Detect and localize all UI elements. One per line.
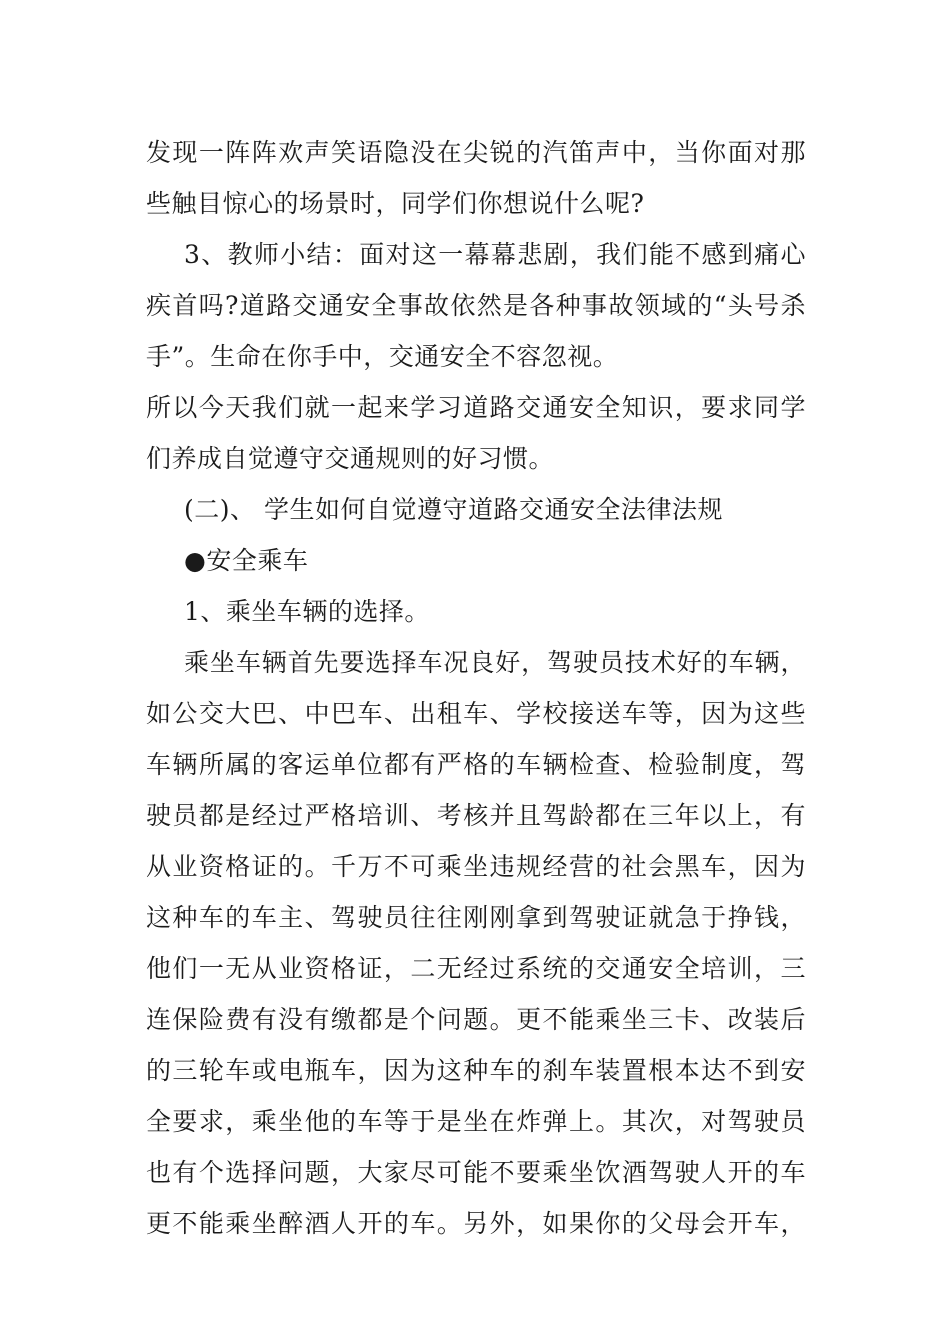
bullet-heading: ●安全乘车	[184, 546, 309, 575]
paragraph-line: 的三轮车或电瓶车，因为这种车的刹车装置根本达不到安	[146, 1056, 806, 1085]
paragraph-line: 乘坐车辆首先要选择车况良好，驾驶员技术好的车辆，	[184, 648, 806, 677]
section-heading: (二)、 学生如何自觉遵守道路交通安全法律法规	[184, 495, 723, 524]
paragraph-line: 更不能乘坐醉酒人开的车。另外，如果你的父母会开车，	[146, 1209, 806, 1238]
paragraph-line: 疾首吗?道路交通安全事故依然是各种事故领域的“头号杀	[146, 291, 806, 320]
paragraph-line: 他们一无从业资格证，二无经过系统的交通安全培训，三	[146, 954, 806, 983]
paragraph-line: 发现一阵阵欢声笑语隐没在尖锐的汽笛声中，当你面对那	[146, 138, 806, 167]
paragraph-line: 如公交大巴、中巴车、出租车、学校接送车等，因为这些	[146, 699, 806, 728]
paragraph-line: 手”。生命在你手中，交通安全不容忽视。	[146, 342, 619, 371]
paragraph-line: 3、教师小结：面对这一幕幕悲剧，我们能不感到痛心	[184, 240, 806, 269]
paragraph-line: 所以今天我们就一起来学习道路交通安全知识，要求同学	[146, 393, 806, 422]
paragraph-line: 车辆所属的客运单位都有严格的车辆检查、检验制度，驾	[146, 750, 806, 779]
sub-heading: 1、乘坐车辆的选择。	[184, 597, 430, 626]
paragraph-line: 从业资格证的。千万不可乘坐违规经营的社会黑车，因为	[146, 852, 806, 881]
paragraph-line: 连保险费有没有缴都是个问题。更不能乘坐三卡、改装后	[146, 1005, 806, 1034]
paragraph-line: 全要求，乘坐他的车等于是坐在炸弹上。其次，对驾驶员	[146, 1107, 806, 1136]
paragraph-line: 这种车的车主、驾驶员往往刚刚拿到驾驶证就急于挣钱，	[146, 903, 806, 932]
document-body	[146, 127, 806, 1249]
paragraph-line: 驶员都是经过严格培训、考核并且驾龄都在三年以上，有	[146, 801, 806, 830]
paragraph-line: 些触目惊心的场景时，同学们你想说什么呢?	[146, 189, 645, 218]
paragraph-line: 们养成自觉遵守交通规则的好习惯。	[146, 444, 555, 473]
paragraph-line: 也有个选择问题，大家尽可能不要乘坐饮酒驾驶人开的车	[146, 1158, 806, 1187]
